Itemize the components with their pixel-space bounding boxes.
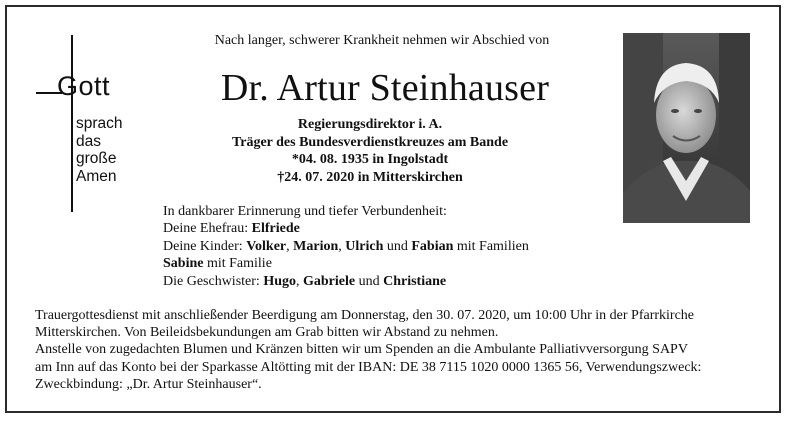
notice-line: Trauergottesdienst mit anschließender Beerdigung am Donnerstag, den 30. 07. 2020, um 10:00 Uhr in der Pfarrkirche bbox=[35, 308, 695, 323]
verse-gott: Gott bbox=[57, 71, 111, 101]
notice-line: Anstelle von zugedachten Blumen und Kränzen bitten wir um Spenden an die Ambulante Palliativversorgung SAPV bbox=[35, 342, 688, 358]
separator: und bbox=[383, 238, 412, 254]
children-suffix: mit Familien bbox=[453, 238, 529, 254]
verse-line: das bbox=[76, 132, 101, 150]
survivors-extra-line bbox=[163, 255, 529, 272]
child-name: Marion bbox=[293, 238, 339, 254]
deceased-name: Dr. Artur Steinhauser bbox=[220, 67, 550, 109]
survivors-block bbox=[163, 203, 529, 290]
wife-name: Elfriede bbox=[251, 221, 300, 237]
extra-suffix: mit Familie bbox=[203, 256, 272, 272]
portrait-photo bbox=[623, 33, 750, 223]
extra-name: Sabine bbox=[163, 256, 204, 272]
deceased-title: Regierungsdirektor i. A. bbox=[297, 117, 443, 132]
sibling-name: Christiane bbox=[383, 273, 447, 289]
separator: , bbox=[338, 238, 346, 254]
verse-line: sprach bbox=[76, 115, 123, 132]
deceased-details bbox=[200, 116, 540, 186]
separator: , bbox=[286, 238, 294, 254]
notice-line: Mitterskirchen. Von Beileidsbekundungen am Grab bitten wir Abstand zu nehmen. bbox=[35, 325, 499, 341]
survivors-wife-line bbox=[163, 220, 529, 237]
survivors-children-line bbox=[163, 238, 529, 255]
child-name: Volker bbox=[246, 238, 287, 254]
verse-line: Amen bbox=[76, 167, 117, 185]
verse-lines bbox=[76, 115, 123, 185]
sibling-name: Gabriele bbox=[303, 273, 356, 289]
deceased-born: *04. 08. 1935 in Ingolstadt bbox=[291, 152, 449, 167]
wife-label: Deine Ehefrau: bbox=[163, 221, 252, 237]
notice-line: Zweckbindung: „Dr. Artur Steinhauser“. bbox=[35, 376, 262, 392]
cross-vertical-bar bbox=[71, 35, 73, 212]
child-name: Ulrich bbox=[345, 238, 384, 254]
siblings-label: Die Geschwister: bbox=[163, 273, 264, 289]
notice-line: am Inn auf das Konto bei der Sparkasse Altötting mit der IBAN: DE 38 7115 1020 0000 1365 56, Verwendungszweck: bbox=[35, 359, 702, 375]
child-name: Fabian bbox=[411, 238, 454, 254]
funeral-notice bbox=[35, 307, 701, 393]
separator: und bbox=[355, 273, 384, 289]
verse-line: große bbox=[76, 150, 117, 167]
deceased-died: †24. 07. 2020 in Mitterskirchen bbox=[277, 169, 463, 185]
deceased-honor: Träger des Bundesverdienstkreuzes am Bande bbox=[231, 134, 509, 150]
children-label: Deine Kinder: bbox=[163, 238, 247, 254]
separator: , bbox=[296, 273, 303, 289]
portrait-photo-graphic bbox=[623, 33, 750, 223]
survivors-siblings-line bbox=[163, 273, 529, 290]
survivors-intro: In dankbarer Erinnerung und tiefer Verbundenheit: bbox=[163, 204, 447, 219]
sibling-name: Hugo bbox=[263, 273, 296, 289]
intro-line: Nach langer, schwerer Krankheit nehmen wir Abschied von bbox=[214, 33, 550, 48]
